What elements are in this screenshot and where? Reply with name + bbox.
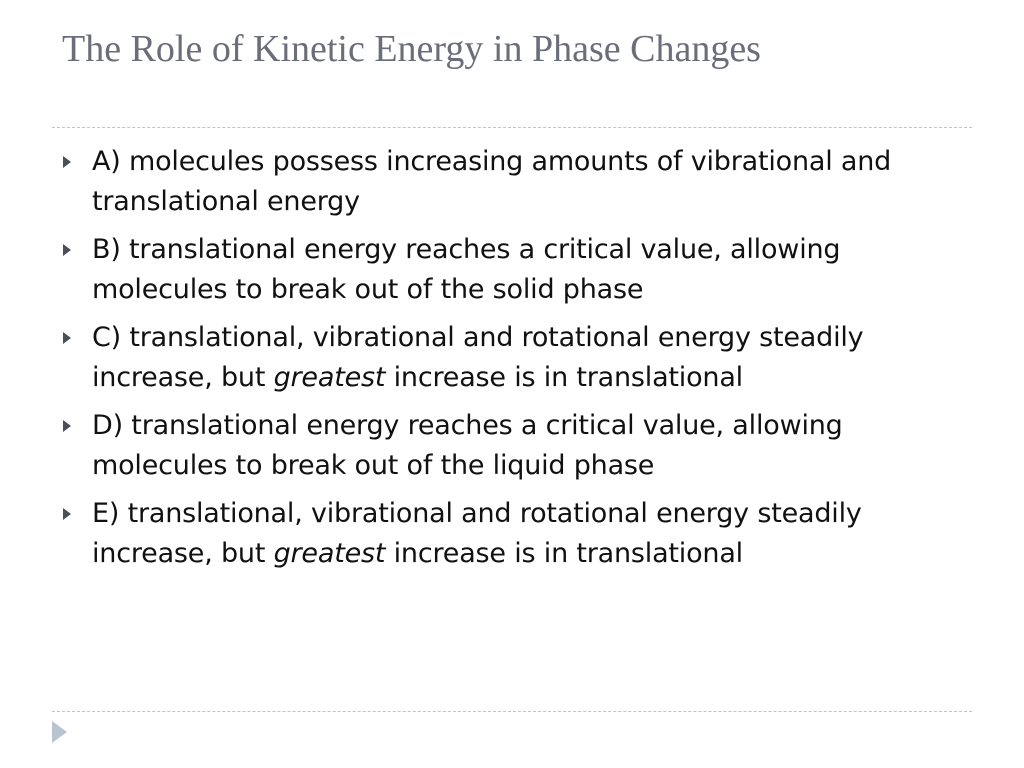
bullet-text <box>92 410 843 481</box>
play-triangle-icon[interactable] <box>52 721 67 743</box>
bullet-text-main: E) translational, vibrational and rotational energy steadily increase, but <box>92 498 862 569</box>
bullet-text-italic: greatest <box>273 362 386 393</box>
triangle-right-icon <box>63 332 71 344</box>
bullet-text <box>92 234 840 305</box>
bullet-item-b <box>60 230 960 310</box>
bullet-text <box>92 322 863 393</box>
triangle-right-icon <box>63 156 71 168</box>
bullet-text <box>92 498 862 569</box>
bullet-text-italic: greatest <box>273 538 386 569</box>
slide-title: The Role of Kinetic Energy in Phase Changes <box>62 28 761 70</box>
bullet-text <box>92 146 891 217</box>
title-divider <box>52 127 972 128</box>
triangle-right-icon <box>63 420 71 432</box>
bullet-text-tail: increase is in translational <box>385 538 743 569</box>
bullet-text-tail: increase is in translational <box>385 362 743 393</box>
bullet-list <box>60 142 960 582</box>
bullet-text-main: D) translational energy reaches a critical value, allowing molecules to break out of the liquid phase <box>92 410 843 481</box>
triangle-right-icon <box>63 244 71 256</box>
bullet-text-main: B) translational energy reaches a critical value, allowing molecules to break out of the solid phase <box>92 234 841 305</box>
bullet-item-a <box>60 142 960 222</box>
bullet-text-main: A) molecules possess increasing amounts of vibrational and translational energy <box>92 146 892 217</box>
footer-divider <box>52 711 972 712</box>
bullet-text-main: C) translational, vibrational and rotational energy steadily increase, but <box>92 322 864 393</box>
bullet-item-c <box>60 318 960 398</box>
bullet-item-d <box>60 406 960 486</box>
triangle-right-icon <box>63 508 71 520</box>
bullet-item-e <box>60 494 960 574</box>
